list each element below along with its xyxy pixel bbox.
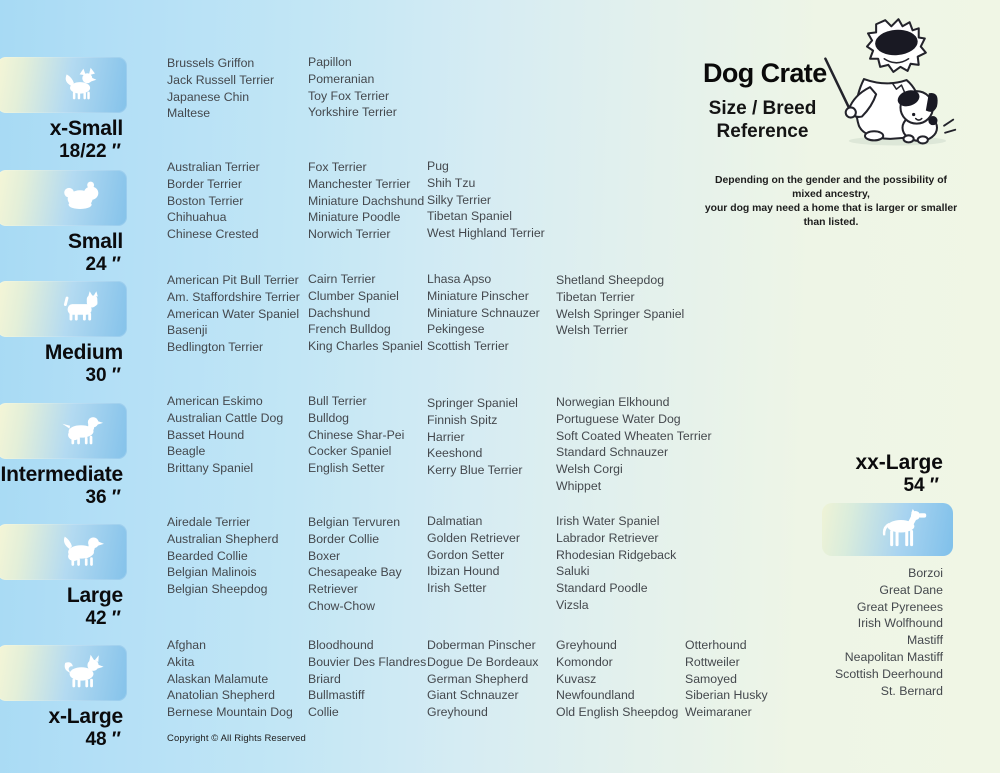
breed-item: Scottish Deerhound (834, 666, 943, 681)
breed-item: Border Terrier (167, 176, 242, 191)
breed-item: Norwegian Elkhound (556, 395, 670, 409)
breed-item: Greyhound (556, 638, 617, 652)
breed-item: Australian Shepherd (167, 531, 279, 546)
breed-item: Gordon Setter (427, 547, 505, 562)
breed-item: Rhodesian Ridgeback (556, 547, 677, 562)
breed-column-medium-3 (427, 271, 540, 355)
copyright-text: Copyright © All Rights Reserved (167, 733, 306, 744)
breed-item: Dalmatian (427, 514, 483, 528)
breed-item: Chesapeake Bay Retriever (308, 565, 402, 597)
size-tile-intermediate (0, 403, 127, 459)
breed-item: English Setter (308, 461, 385, 476)
breed-item: Great Pyrenees (856, 599, 943, 614)
breed-item: Am. Staffordshire Terrier (167, 289, 300, 304)
breed-item: Brittany Spaniel (167, 461, 254, 476)
breed-item: Bedlington Terrier (167, 340, 264, 355)
breed-item: Scottish Terrier (427, 339, 509, 354)
size-tile-xlarge (0, 645, 127, 701)
breed-column-small-2 (308, 159, 424, 243)
breed-item: Brussels Griffon (167, 56, 255, 70)
breed-column-intermediate-1 (167, 393, 283, 477)
breed-item: Dachshund (308, 305, 371, 320)
breed-item: Norwich Terrier (308, 227, 391, 242)
breed-item: Basenji (167, 323, 208, 338)
breed-item: Maltese (167, 106, 211, 121)
breed-item: Japanese Chin (167, 89, 250, 104)
breed-item: Rottweiler (685, 654, 740, 669)
breed-item: Newfoundland (556, 688, 635, 703)
breed-item: Shih Tzu (427, 175, 476, 190)
breed-item: Australian Terrier (167, 160, 260, 174)
size-inches: 36 ″ (85, 487, 121, 508)
retriever-dog-icon (59, 532, 105, 570)
size-inches: 18/22 ″ (59, 141, 121, 162)
breed-item: Weimaraner (685, 705, 752, 720)
size-inches: 30 ″ (85, 365, 121, 386)
size-caption-medium (0, 341, 123, 387)
breed-item: Miniature Dachshund (308, 193, 425, 208)
breed-item: Miniature Pinscher (427, 288, 529, 303)
breed-column-large-1 (167, 514, 278, 598)
breed-item: Samoyed (685, 671, 737, 686)
subtitle-line-2: Reference (716, 121, 809, 142)
breed-item: Boston Terrier (167, 193, 244, 208)
breed-item: Papillon (308, 55, 352, 69)
breed-item: Briard (308, 671, 341, 686)
breed-item: Welsh Corgi (556, 462, 623, 477)
size-inches: 24 ″ (85, 254, 121, 275)
breed-item: Beagle (167, 444, 206, 459)
breed-item: Fox Terrier (308, 160, 367, 174)
size-label: x-Large (48, 705, 123, 728)
breed-item: Welsh Springer Spaniel (556, 306, 685, 321)
breed-item: Chinese Crested (167, 227, 259, 242)
page-subtitle (700, 97, 825, 143)
breed-column-xlarge-4 (556, 637, 678, 721)
breed-item: French Bulldog (308, 322, 391, 337)
breed-column-intermediate-2 (308, 393, 404, 477)
breed-item: Portuguese Water Dog (556, 411, 681, 426)
breed-item: Silky Terrier (427, 192, 491, 207)
breed-column-intermediate-4 (556, 394, 712, 495)
breed-column-medium-4 (556, 272, 684, 339)
size-caption-xlarge (0, 705, 123, 751)
size-label: Intermediate (0, 463, 123, 486)
breed-item: Siberian Husky (685, 688, 768, 703)
breed-item: Tibetan Terrier (556, 289, 635, 304)
breed-column-xsmall-2 (308, 54, 397, 121)
disclaimer-note (699, 174, 963, 230)
size-label: Large (66, 584, 123, 607)
breed-item: Komondor (556, 654, 613, 669)
breed-item: Irish Setter (427, 581, 487, 596)
breed-item: Harrier (427, 429, 465, 444)
breed-column-xlarge-1 (167, 637, 293, 721)
breed-item: Whippet (556, 478, 602, 493)
page-title: Dog Crate (703, 58, 827, 88)
breed-item: Soft Coated Wheaten Terrier (556, 428, 712, 443)
breed-item: Mastiff (907, 633, 943, 648)
breed-item: Bullmastiff (308, 688, 365, 703)
terrier-dog-icon (59, 289, 105, 327)
breed-item: Miniature Poodle (308, 210, 401, 225)
size-tile-xsmall (0, 57, 127, 113)
breed-item: Keeshond (427, 446, 483, 461)
breed-item: Toy Fox Terrier (308, 88, 390, 103)
breed-item: Otterhound (685, 638, 747, 652)
size-inches: 42 ″ (85, 608, 121, 629)
breed-item: Golden Retriever (427, 530, 520, 545)
breed-column-small-3 (427, 158, 545, 242)
size-inches: 48 ″ (85, 729, 121, 750)
great-dane-dog-icon (874, 508, 930, 552)
breed-item: Greyhound (427, 705, 488, 720)
size-caption-small (0, 230, 123, 276)
note-line-2: your dog may need a home that is larger or smaller than listed. (704, 203, 958, 228)
breed-item: American Water Spaniel (167, 306, 300, 321)
breed-item: Chow-Chow (308, 598, 375, 613)
breed-item: Irish Wolfhound (857, 616, 943, 631)
breed-item: Afghan (167, 638, 206, 652)
breed-column-xxlarge (835, 565, 943, 699)
breed-item: Welsh Terrier (556, 323, 628, 338)
breed-item: Tibetan Spaniel (427, 209, 512, 224)
breed-item: Akita (167, 654, 195, 669)
breed-item: American Pit Bull Terrier (167, 273, 299, 287)
breed-item: Finnish Spitz (427, 412, 498, 427)
breed-item: Giant Schnauzer (427, 688, 519, 703)
breed-item: Saluki (556, 564, 590, 579)
breed-item: Cocker Spaniel (308, 444, 392, 459)
breed-item: American Eskimo (167, 394, 263, 408)
breed-item: Lhasa Apso (427, 272, 492, 286)
breed-item: Chihuahua (167, 210, 227, 225)
breed-column-medium-1 (167, 272, 300, 356)
breed-item: King Charles Spaniel (308, 339, 423, 354)
breed-item: Collie (308, 705, 339, 720)
breed-item: Dogue De Bordeaux (427, 654, 539, 669)
breed-item: Pekingese (427, 322, 485, 337)
breed-item: Airedale Terrier (167, 515, 251, 529)
size-caption-large (0, 584, 123, 630)
papillon-dog-icon (59, 65, 105, 103)
breed-item: Kerry Blue Terrier (427, 463, 523, 478)
size-label: Medium (44, 341, 123, 364)
breed-item: Bernese Mountain Dog (167, 705, 293, 720)
breed-column-xlarge-2 (308, 637, 426, 721)
size-label: xx-Large (855, 451, 943, 474)
breed-item: Springer Spaniel (427, 396, 518, 410)
breed-item: Basset Hound (167, 427, 245, 442)
breed-item: Jack Russell Terrier (167, 72, 275, 87)
size-label: x-Small (49, 117, 123, 140)
breed-column-intermediate-3 (427, 395, 522, 479)
size-label: Small (67, 230, 123, 253)
size-caption-intermediate (0, 463, 123, 509)
breed-item: Clumber Spaniel (308, 288, 399, 303)
spaniel-dog-icon (59, 411, 105, 449)
shih-tzu-dog-icon (59, 178, 105, 216)
breed-item: Cairn Terrier (308, 272, 376, 286)
note-line-1: Depending on the gender and the possibility of mixed ancestry, (714, 175, 948, 200)
breed-item: Yorkshire Terrier (308, 105, 397, 120)
size-caption-xsmall (0, 117, 123, 163)
breed-item: Kuvasz (556, 671, 597, 686)
teacher-dog-and-puppy-illustration (810, 6, 995, 148)
breed-column-large-2 (308, 514, 420, 615)
breed-item: West Highland Terrier (427, 226, 545, 241)
breed-item: Shetland Sheepdog (556, 273, 665, 287)
breed-column-large-4 (556, 513, 676, 614)
breed-item: Pomeranian (308, 71, 375, 86)
breed-item: Alaskan Malamute (167, 671, 269, 686)
breed-item: Bloodhound (308, 638, 374, 652)
husky-dog-icon (59, 653, 105, 691)
breed-column-xlarge-3 (427, 637, 538, 721)
breed-item: Labrador Retriever (556, 530, 659, 545)
breed-item: Standard Schnauzer (556, 445, 669, 460)
size-tile-xxlarge (822, 503, 953, 556)
size-inches: 54 ″ (903, 475, 939, 496)
breed-item: Pug (427, 159, 449, 173)
breed-item: Belgian Tervuren (308, 515, 401, 529)
breed-item: Borzoi (908, 566, 943, 580)
size-tile-small (0, 170, 127, 226)
breed-item: Old English Sheepdog (556, 705, 679, 720)
breed-item: Belgian Malinois (167, 565, 257, 580)
breed-item: Manchester Terrier (308, 176, 411, 191)
breed-item: Bulldog (308, 410, 350, 425)
breed-item: Bearded Collie (167, 548, 248, 563)
breed-item: Neapolitan Mastiff (844, 649, 943, 664)
breed-item: Doberman Pinscher (427, 638, 536, 652)
breed-item: Boxer (308, 548, 341, 563)
breed-column-xlarge-5 (685, 637, 768, 721)
breed-item: German Shepherd (427, 671, 529, 686)
breed-item: Australian Cattle Dog (167, 410, 284, 425)
breed-item: Bouvier Des Flandres (308, 654, 427, 669)
breed-item: Belgian Sheepdog (167, 582, 268, 597)
breed-item: Vizsla (556, 597, 589, 612)
breed-item: St. Bernard (880, 683, 943, 698)
breed-item: Anatolian Shepherd (167, 688, 276, 703)
breed-item: Miniature Schnauzer (427, 305, 540, 320)
breed-column-xsmall-1 (167, 55, 274, 122)
breed-column-medium-2 (308, 271, 423, 355)
breed-item: Border Collie (308, 531, 380, 546)
size-caption-xxlarge (783, 451, 943, 497)
breed-item: Irish Water Spaniel (556, 514, 660, 528)
size-tile-large (0, 524, 127, 580)
breed-item: Ibizan Hound (427, 564, 500, 579)
breed-item: Great Dane (879, 582, 943, 597)
breed-column-large-3 (427, 513, 520, 597)
breed-item: Standard Poodle (556, 581, 648, 596)
size-tile-medium (0, 281, 127, 337)
subtitle-line-1: Size / Breed (708, 98, 817, 119)
breed-item: Chinese Shar-Pei (308, 427, 405, 442)
breed-item: Bull Terrier (308, 394, 367, 408)
breed-column-small-1 (167, 159, 260, 243)
